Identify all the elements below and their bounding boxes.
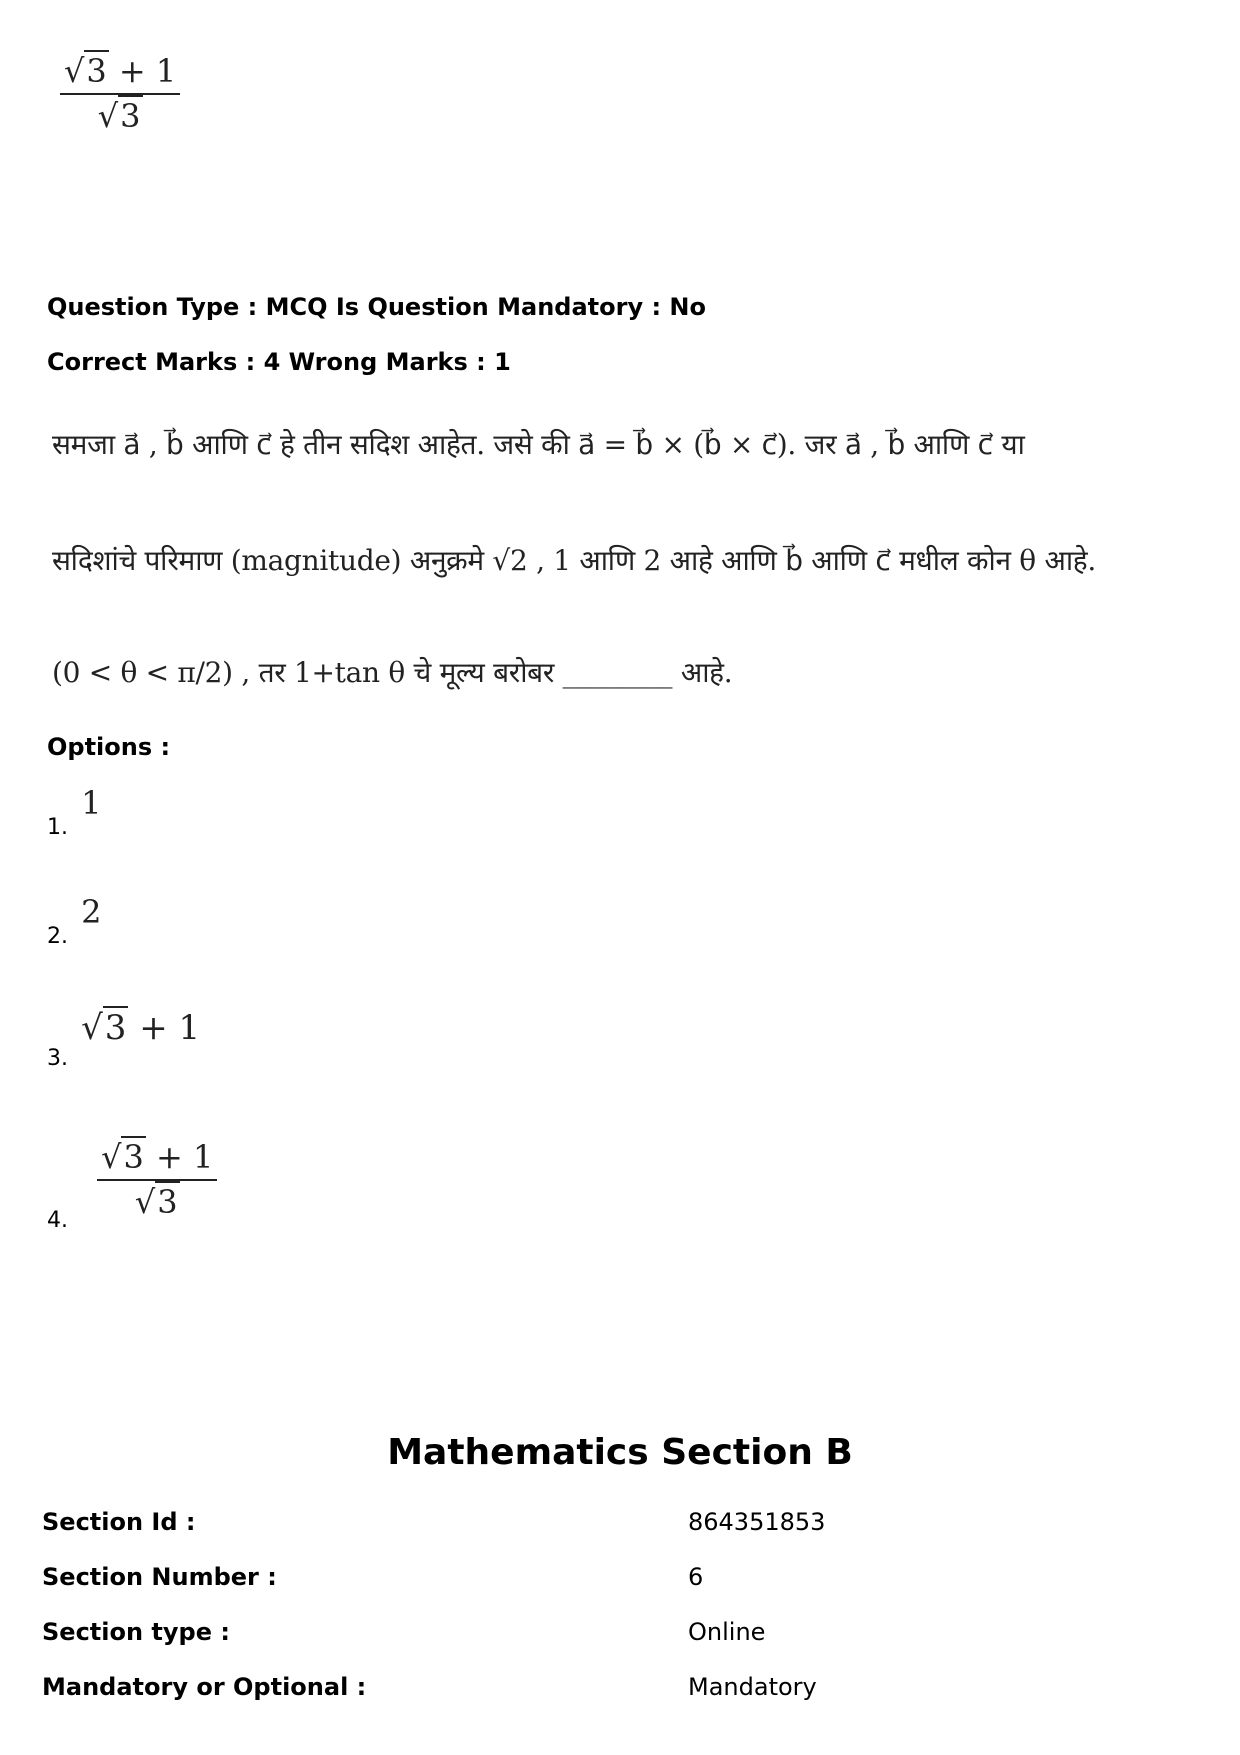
mandatory-optional-value: Mandatory [688, 1673, 817, 1701]
option-number: 4. [47, 1208, 68, 1233]
section-number-label: Section Number : [42, 1563, 277, 1591]
option-1 [47, 784, 102, 840]
sqrt-symbol: √3 [81, 1008, 127, 1048]
question-type-line: Question Type : MCQ Is Question Mandatory : No [47, 293, 706, 321]
option-3-rest: + 1 [128, 1008, 201, 1048]
section-number-value: 6 [688, 1563, 704, 1591]
option-3-radicand: 3 [104, 1008, 127, 1048]
option-4-den-radicand: 3 [157, 1183, 178, 1221]
option-4-num-radicand: 3 [123, 1138, 144, 1176]
option-number: 2. [47, 924, 68, 949]
marks-line: Correct Marks : 4 Wrong Marks : 1 [47, 348, 511, 376]
section-type-value: Online [688, 1618, 766, 1646]
option-3 [47, 1008, 201, 1071]
section-title: Mathematics Section B [387, 1432, 853, 1473]
option-number: 3. [47, 1046, 68, 1071]
question-line-3: (0 < θ < π/2) , तर 1+tan θ चे मूल्य बरोबर ________ आहे. [52, 656, 733, 689]
option-4-fraction [97, 1138, 217, 1221]
top-fraction-num-rest: + 1 [108, 52, 177, 90]
option-text: 2 [81, 893, 102, 931]
top-fraction-num-radicand: 3 [86, 52, 107, 90]
question-line-1: समजा a⃗ , b⃗ आणि c⃗ हे तीन सदिश आहेत. जसे की a⃗ = b⃗ × (b⃗ × c⃗). जर a⃗ , b⃗ आणि c⃗ या [52, 428, 1025, 461]
mandatory-optional-label: Mandatory or Optional : [42, 1673, 367, 1701]
top-fraction [60, 52, 180, 135]
section-type-label: Section type : [42, 1618, 230, 1646]
option-4-num-rest: + 1 [145, 1138, 214, 1176]
option-text [81, 1008, 200, 1048]
option-number: 1. [47, 815, 68, 840]
sqrt-symbol: √3 [134, 1183, 178, 1221]
sqrt-symbol: √3 [97, 97, 141, 135]
section-id-label: Section Id : [42, 1508, 196, 1536]
option-text: 1 [81, 784, 102, 822]
top-fraction-den-radicand: 3 [120, 97, 141, 135]
sqrt-symbol: √3 [64, 52, 107, 90]
option-4 [47, 1138, 217, 1233]
option-2 [47, 893, 102, 949]
question-line-2: सदिशांचे परिमाण (magnitude) अनुक्रमे √2 , 1 आणि 2 आहे आणि b⃗ आणि c⃗ मधील कोन θ आहे. [52, 544, 1096, 577]
options-label: Options : [47, 733, 171, 761]
sqrt-symbol: √3 [101, 1138, 144, 1176]
section-id-value: 864351853 [688, 1508, 826, 1536]
